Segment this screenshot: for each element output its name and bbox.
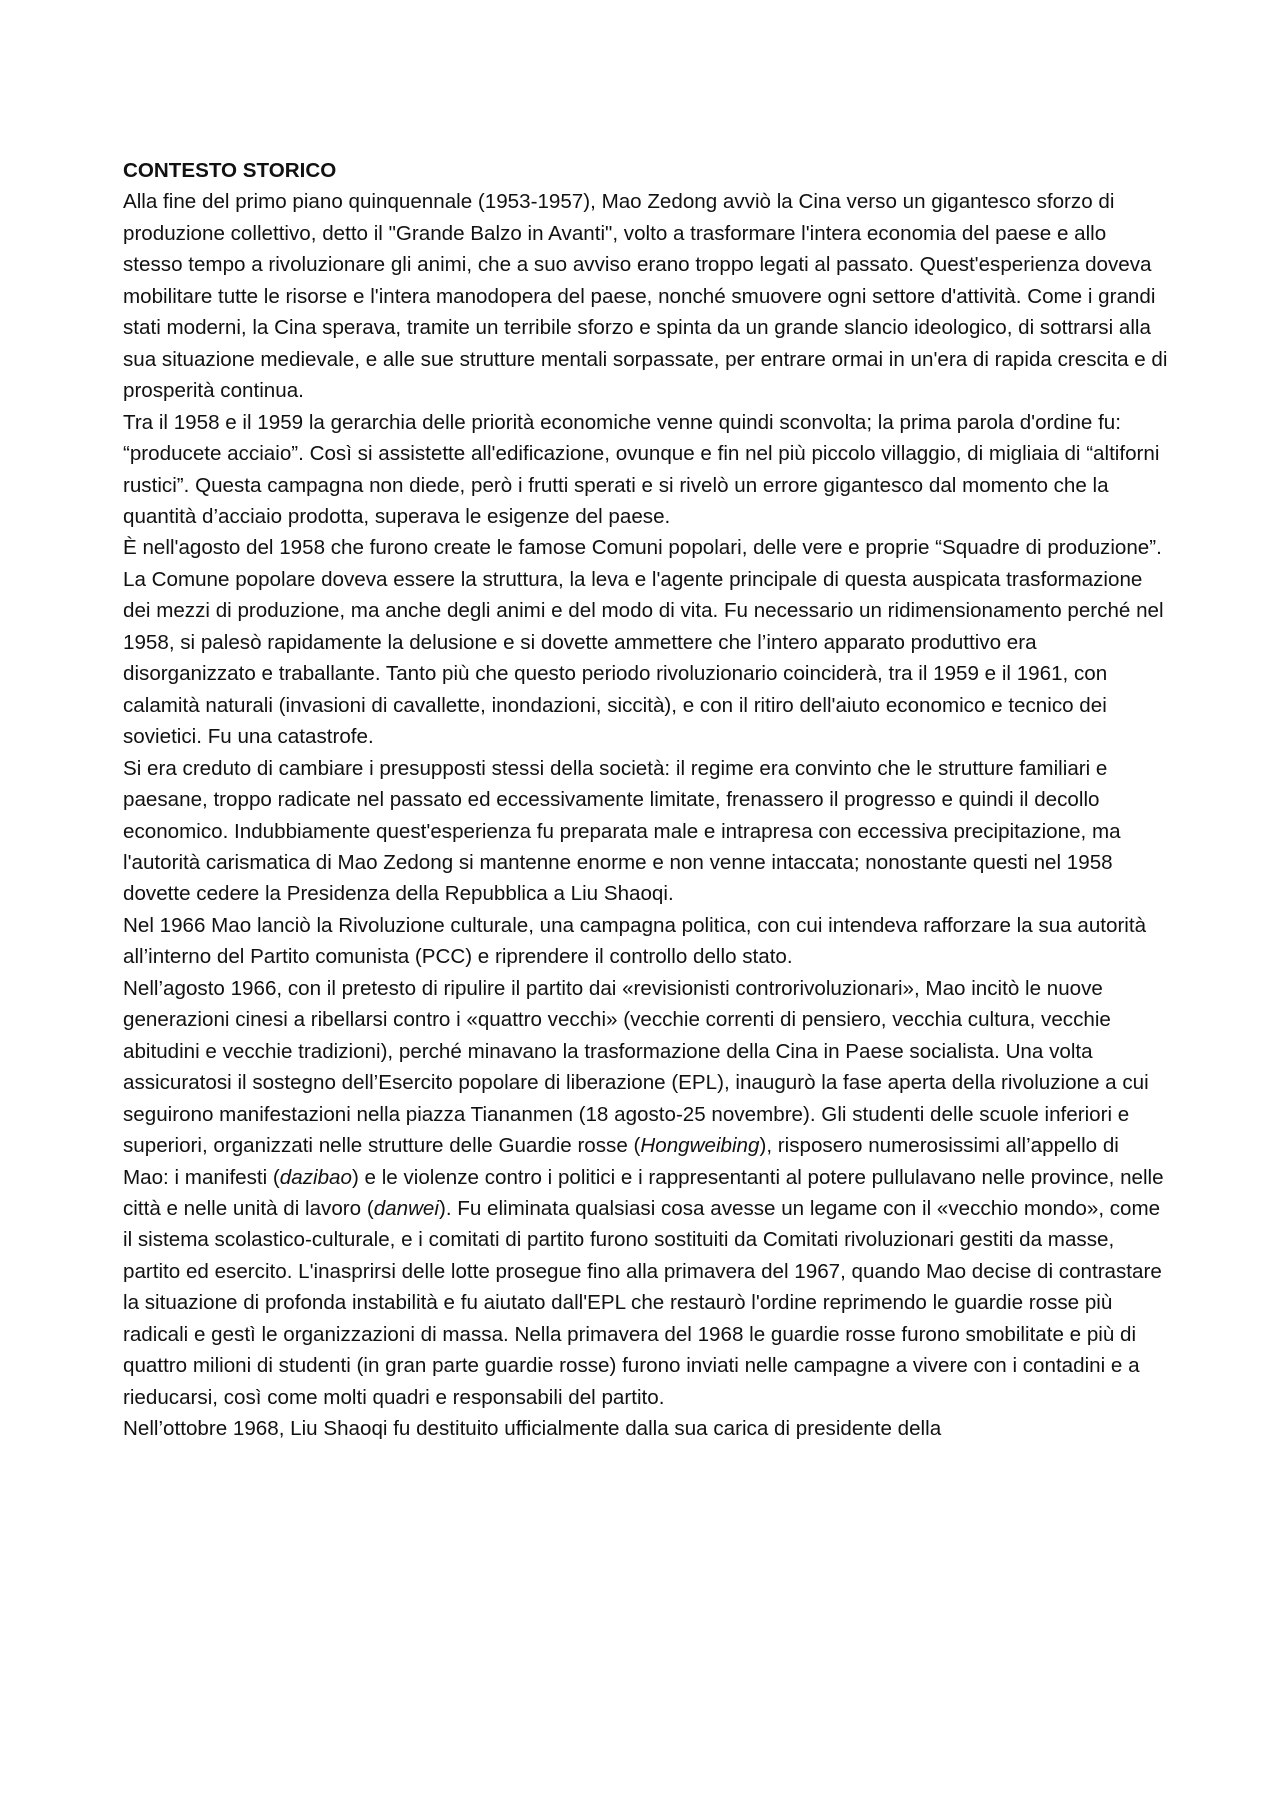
text-run: Tra il 1958 e il 1959 la gerarchia delle priorità economiche venne quindi sconvolta; la prima parola d'ordine fu: “producete acciaio”. Così si assistette all'edificazione, ovunque e fin nel più piccolo villaggio, di migliaia di “altiforni rustici”. Questa campagna non diede, però i frutti sperati e si rivelò un errore gigantesco dal momento che la quantità d’acciaio prodotta, superava le esigenze del paese.	[123, 410, 1160, 528]
text-run: Nell’agosto 1966, con il pretesto di ripulire il partito dai «revisionisti controrivoluzionari», Mao incitò le nuove generazioni cinesi a ribellarsi contro i «quattro vecchi» (vecchie correnti di pensiero, vecchia cultura, vecchie abitudini e vecchie tradizioni), perché minavano la trasformazione della Cina in Paese socialista. Una volta assicuratosi il sostegno dell’Esercito popolare di liberazione (EPL), inaugurò la fase aperta della rivoluzione a cui seguirono manifestazioni nella piazza Tiananmen (18 agosto-25 novembre). Gli studenti delle scuole inferiori e superiori, organizzati nelle strutture delle Guardie rosse (	[123, 976, 1149, 1158]
text-run: ) e le violenze contro i politici e i rappresentanti al potere pullulavano nelle province, nelle città e nelle unità di lavoro (	[123, 1165, 1164, 1220]
paragraph	[123, 407, 1168, 533]
text-run: Nell’ottobre 1968, Liu Shaoqi fu destituito ufficialmente dalla sua carica di presidente della	[123, 1417, 942, 1441]
italic-term: danwei	[373, 1196, 439, 1220]
text-run: ). Fu eliminata qualsiasi cosa avesse un legame con il «vecchio mondo», come il sistema scolastico-culturale, e i comitati di partito furono sostituiti da Comitati rivoluzionari gestiti da masse, partito ed esercito. L'inasprirsi delle lotte prosegue fino alla primavera del 1967, quando Mao decise di contrastare la situazione di profonda instabilità e fu aiutato dall'EPL che restaurò l'ordine reprimendo le guardie rosse più radicali e gestì le organizzazioni di massa. Nella primavera del 1968 le guardie rosse furono smobilitate e più di quattro milioni di studenti (in gran parte guardie rosse) furono inviati nelle campagne a vivere con i contadini e a rieducarsi, così come molti quadri e responsabili del partito.	[123, 1196, 1162, 1409]
document-body	[123, 186, 1168, 1444]
paragraph	[123, 1413, 1168, 1444]
document-title: CONTESTO STORICO	[123, 159, 337, 182]
text-run: ), risposero numerosissimi all’appello di Mao: i manifesti (	[123, 1134, 1119, 1189]
text-run: Nel 1966 Mao lanciò la Rivoluzione culturale, una campagna politica, con cui intendeva rafforzare la sua autorità all’interno del Partito comunista (PCC) e riprendere il controllo dello stato.	[123, 913, 1147, 969]
italic-term: Hongweibing	[640, 1134, 760, 1158]
text-run: È nell'agosto del 1958 che furono create le famose Comuni popolari, delle vere e proprie “Squadre di produzione”. La Comune popolare doveva essere la struttura, la leva e l'agente principale di questa auspicata trasformazione dei mezzi di produzione, ma anche degli animi e del modo di vita. Fu necessario un ridimensionamento perché nel 1958, si palesò rapidamente la delusione e si dovette ammettere che l’intero apparato produttivo era disorganizzato e traballante. Tanto più che questo periodo rivoluzionario coinciderà, tra il 1959 e il 1961, con calamità naturali (invasioni di cavallette, inondazioni, siccità), e con il ritiro dell'aiuto economico e tecnico dei sovietici. Fu una catastrofe.	[123, 536, 1164, 749]
paragraph	[123, 973, 1168, 1413]
paragraph	[123, 753, 1168, 910]
paragraph	[123, 532, 1168, 752]
italic-term: dazibao	[279, 1165, 352, 1189]
document-page	[123, 155, 1168, 1445]
text-run: Si era creduto di cambiare i presupposti stessi della società: il regime era convinto che le strutture familiari e paesane, troppo radicate nel passato ed eccessivamente limitate, frenassero il progresso e quindi il decollo economico. Indubbiamente quest'esperienza fu preparata male e intrapresa con eccessiva precipitazione, ma l'autorità carismatica di Mao Zedong si mantenne enorme e non venne intaccata; nonostante questi nel 1958 dovette cedere la Presidenza della Repubblica a Liu Shaoqi.	[123, 756, 1121, 906]
paragraph	[123, 910, 1168, 973]
text-run: Alla fine del primo piano quinquennale (1953-1957), Mao Zedong avviò la Cina verso un gigantesco sforzo di produzione collettivo, detto il "Grande Balzo in Avanti", volto a trasformare l'intera economia del paese e allo stesso tempo a rivoluzionare gli animi, che a suo avviso erano troppo legati al passato. Quest'esperienza doveva mobilitare tutte le risorse e l'intera manodopera del paese, nonché smuovere ogni settore d'attività. Come i grandi stati moderni, la Cina sperava, tramite un terribile sforzo e spinta da un grande slancio ideologico, di sottrarsi alla sua situazione medievale, e alle sue strutture mentali sorpassate, per entrare ormai in un'era di rapida crescita e di prosperità continua.	[123, 190, 1168, 403]
paragraph	[123, 186, 1168, 406]
